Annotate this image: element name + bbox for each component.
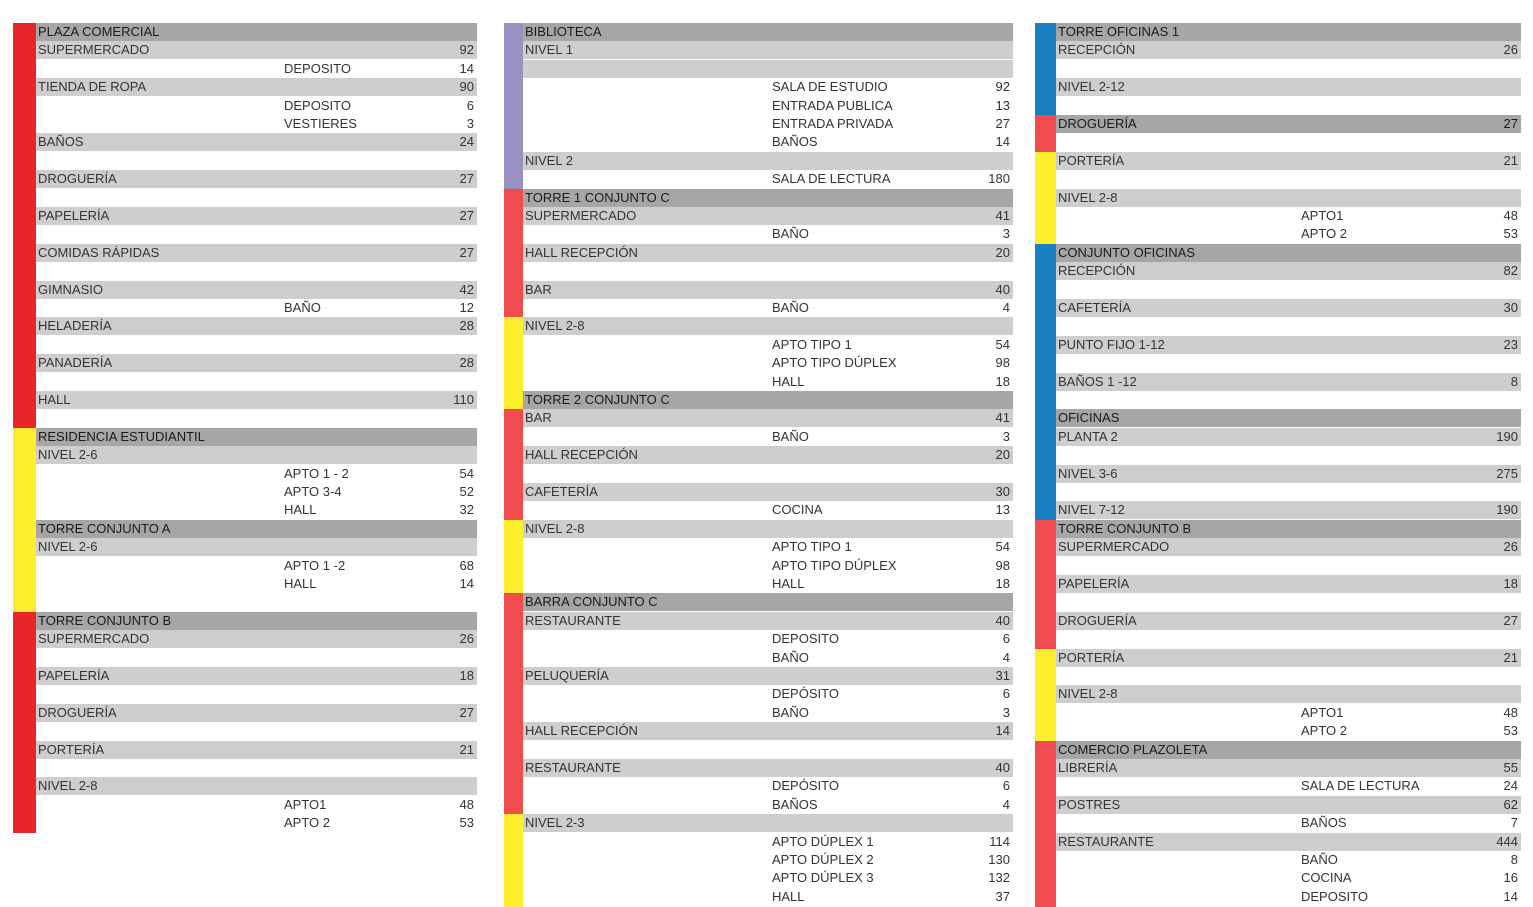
program-row [1056, 299, 1521, 317]
area-value: 40 [995, 281, 1010, 297]
sub-space-name: APTO DÚPLEX 2 [772, 852, 874, 867]
area-value: 18 [459, 668, 474, 683]
area-value: 40 [995, 760, 1010, 775]
space-name: NIVEL 2-8 [1058, 686, 1118, 702]
space-name: SUPERMERCADO [38, 631, 150, 647]
space-name: NIVEL 3-6 [1058, 465, 1118, 481]
space-name: RESTAURANTE [1058, 833, 1154, 849]
area-value: 190 [1496, 502, 1518, 518]
sub-space-name: APTO TIPO 1 [772, 539, 852, 555]
space-name: TIENDA DE ROPA [38, 79, 147, 95]
program-row [1056, 501, 1521, 519]
sub-space-name: SALA DE LECTURA [772, 171, 891, 187]
space-name: BAÑOS 1 -12 [1058, 373, 1137, 389]
area-value: 4 [1002, 796, 1010, 812]
space-name: PORTERÍA [1058, 152, 1125, 168]
area-value: 90 [459, 79, 474, 95]
program-row [1056, 207, 1521, 225]
program-row [1056, 446, 1521, 464]
area-value: 28 [459, 318, 474, 334]
area-value: 21 [459, 741, 474, 757]
sub-space-name: HALL [772, 888, 805, 904]
program-row [1056, 833, 1521, 851]
area-value: 21 [1503, 649, 1518, 665]
section-title: RESIDENCIA ESTUDIANTIL [38, 428, 205, 444]
program-row [1056, 189, 1521, 207]
section-title: TORRE OFICINAS 1 [1058, 24, 1180, 39]
area-value: 13 [995, 97, 1010, 113]
program-row [1056, 667, 1521, 685]
area-value: 180 [988, 171, 1010, 187]
program-row [1056, 575, 1521, 593]
program-row [1056, 391, 1521, 409]
area-value: 98 [995, 355, 1010, 371]
area-value: 8 [1510, 852, 1518, 867]
area-value: 21 [1503, 152, 1518, 168]
area-value: 28 [459, 355, 474, 371]
program-row [1056, 888, 1521, 906]
area-value: 41 [995, 208, 1010, 223]
sub-space-name: APTO 2 [284, 815, 331, 831]
space-name: PAPELERÍA [38, 208, 110, 223]
program-row [1056, 557, 1521, 575]
program-row [1056, 41, 1521, 59]
section-title: TORRE 2 CONJUNTO C [525, 392, 670, 407]
program-row [1056, 336, 1521, 354]
space-name: PUNTO FIJO 1-12 [1058, 336, 1165, 352]
program-row [1056, 649, 1521, 667]
area-value: 92 [995, 79, 1010, 95]
use-color-band [1035, 649, 1056, 742]
section-title: TORRE 1 CONJUNTO C [525, 189, 670, 205]
space-name: NIVEL 2-8 [525, 520, 585, 536]
area-value: 54 [995, 336, 1010, 352]
area-value: 14 [459, 60, 474, 76]
use-color-band [1035, 115, 1056, 152]
sub-space-name: APTO DÚPLEX 1 [772, 833, 874, 849]
space-name: GIMNASIO [38, 281, 104, 297]
area-value: 53 [1503, 723, 1518, 739]
space-name: PORTERÍA [1058, 649, 1125, 665]
program-row [1056, 685, 1521, 703]
sub-space-name: BAÑO [772, 300, 809, 315]
program-row [1056, 869, 1521, 887]
area-value: 6 [1002, 778, 1010, 794]
space-name: DROGUERÍA [38, 704, 117, 720]
section-header-row [1056, 23, 1521, 41]
space-name: HALL [38, 392, 71, 407]
program-row [1056, 851, 1521, 869]
section-header-row [1056, 409, 1521, 427]
space-name: HALL RECEPCIÓN [525, 447, 638, 463]
area-value: 24 [459, 134, 474, 150]
program-row [1056, 612, 1521, 630]
space-name: CAFETERÍA [1058, 300, 1131, 315]
space-name: RESTAURANTE [525, 612, 621, 628]
area-value: 14 [459, 576, 474, 591]
area-value: 92 [459, 42, 474, 58]
program-row [1056, 262, 1521, 280]
program-row [1056, 704, 1521, 722]
space-name: POSTRES [1058, 796, 1121, 812]
sub-space-name: APTO 3-4 [284, 484, 342, 499]
area-value: 4 [1002, 300, 1010, 315]
sub-space-name: APTO 2 [1301, 723, 1348, 739]
sub-space-name: COCINA [772, 502, 823, 518]
program-row [1056, 593, 1521, 611]
area-value: 16 [1503, 870, 1518, 886]
program-row [1056, 97, 1521, 115]
program-row [1056, 722, 1521, 740]
section-header-row [1056, 244, 1521, 262]
program-row [1056, 281, 1521, 299]
sub-space-name: APTO1 [1301, 208, 1344, 223]
area-value: 48 [1503, 208, 1518, 223]
sub-space-name: SALA DE LECTURA [1301, 778, 1420, 794]
space-name: NIVEL 2-6 [38, 447, 98, 463]
program-row [1056, 152, 1521, 170]
sub-space-name: BAÑO [772, 649, 809, 665]
space-name: HELADERÍA [38, 318, 112, 334]
use-color-band [1035, 23, 1056, 116]
space-name: BAR [525, 410, 552, 426]
section-header-row [1056, 741, 1521, 759]
area-value: 275 [1496, 465, 1518, 481]
sub-space-name: BAÑO [1301, 852, 1338, 867]
area-value: 27 [459, 208, 474, 223]
section-title: TORRE CONJUNTO B [38, 612, 172, 628]
space-name: PAPELERÍA [38, 668, 110, 683]
sub-space-name: HALL [772, 576, 805, 591]
area-value: 53 [1503, 226, 1518, 242]
area-value: 6 [466, 97, 474, 113]
section-title: CONJUNTO OFICINAS [1058, 244, 1195, 260]
area-value: 132 [988, 870, 1010, 886]
program-row [1056, 373, 1521, 391]
section-title: OFICINAS [1058, 410, 1120, 426]
sub-space-name: BAÑOS [772, 796, 818, 812]
space-name: NIVEL 1 [525, 42, 573, 58]
area-value: 54 [459, 465, 474, 481]
space-name: BAR [525, 281, 552, 297]
area-value: 4 [1002, 649, 1010, 665]
sub-space-name: BAÑOS [1301, 815, 1347, 831]
space-name: RECEPCIÓN [1058, 42, 1136, 58]
sub-space-name: BAÑOS [772, 134, 818, 150]
sub-space-name: SALA DE ESTUDIO [772, 79, 888, 95]
area-value: 53 [459, 815, 474, 831]
area-value: 26 [1503, 42, 1518, 58]
space-name: SUPERMERCADO [525, 208, 637, 223]
program-row [1056, 78, 1521, 96]
sub-space-name: ENTRADA PUBLICA [772, 97, 893, 113]
area-value: 31 [995, 668, 1010, 683]
program-row [1056, 796, 1521, 814]
section-header-row [1056, 520, 1521, 538]
area-value: 444 [1496, 833, 1518, 849]
program-row [1056, 317, 1521, 335]
space-name: NIVEL 7-12 [1058, 502, 1125, 518]
program-row [1056, 60, 1521, 78]
use-color-band [1035, 244, 1056, 521]
space-name: NIVEL 2-6 [38, 539, 98, 555]
sub-space-name: VESTIERES [284, 116, 357, 131]
sub-space-name: APTO 2 [1301, 226, 1348, 242]
sub-space-name: APTO 1 - 2 [284, 465, 349, 481]
area-value: 55 [1503, 760, 1518, 775]
sub-space-name: COCINA [1301, 870, 1352, 886]
area-value: 26 [459, 631, 474, 647]
area-value: 40 [995, 612, 1010, 628]
area-value: 52 [459, 484, 474, 499]
area-value: 18 [995, 373, 1010, 389]
sub-space-name: APTO DÚPLEX 3 [772, 870, 874, 886]
space-name: CAFETERÍA [525, 484, 598, 499]
area-value: 24 [1503, 778, 1518, 794]
area-value: 14 [995, 723, 1010, 739]
space-name: PLANTA 2 [1058, 428, 1118, 444]
program-row [1056, 777, 1521, 795]
space-name: RESTAURANTE [525, 760, 621, 775]
area-value: 27 [459, 244, 474, 260]
area-value: 37 [995, 888, 1010, 904]
area-value: 68 [459, 557, 474, 573]
space-name: PAPELERÍA [1058, 576, 1130, 591]
area-value: 32 [459, 502, 474, 518]
section-title: COMERCIO PLAZOLETA [1058, 741, 1208, 757]
area-value: 82 [1503, 263, 1518, 279]
section-title: TORRE CONJUNTO B [1058, 520, 1192, 536]
area-value: 13 [995, 502, 1010, 518]
program-row [1056, 225, 1521, 243]
area-value: 114 [989, 833, 1010, 849]
space-name: DROGUERÍA [38, 171, 117, 187]
space-name: HALL RECEPCIÓN [525, 723, 638, 739]
program-row [1056, 170, 1521, 188]
program-row [1056, 133, 1521, 151]
area-value: 27 [459, 171, 474, 187]
area-value: 30 [1503, 300, 1518, 315]
area-value: 8 [1510, 373, 1518, 389]
sub-space-name: ENTRADA PRIVADA [772, 116, 894, 131]
area-value: 27 [1503, 116, 1518, 131]
area-value: 20 [995, 244, 1010, 260]
area-value: 26 [1503, 539, 1518, 555]
program-row [1056, 483, 1521, 501]
space-name: SUPERMERCADO [1058, 539, 1170, 555]
program-row [1056, 630, 1521, 648]
area-value: 3 [1002, 704, 1010, 720]
space-name: PELUQUERÍA [525, 668, 609, 683]
area-value: 98 [995, 557, 1010, 573]
sub-space-name: DEPÓSITO [772, 686, 839, 702]
space-name: DROGUERÍA [1058, 612, 1137, 628]
space-name: COMIDAS RÁPIDAS [38, 244, 160, 260]
area-value: 54 [995, 539, 1010, 555]
space-name: BAÑOS [38, 134, 84, 150]
space-name: NIVEL 2-3 [525, 815, 585, 831]
sub-space-name: DEPOSITO [1301, 888, 1368, 904]
sub-space-name: BAÑO [772, 704, 809, 720]
space-name: PORTERÍA [38, 741, 105, 757]
area-value: 110 [453, 392, 474, 407]
space-name: NIVEL 2-12 [1058, 79, 1125, 95]
program-row [1056, 538, 1521, 556]
program-row [1056, 465, 1521, 483]
sub-space-name: APTO TIPO 1 [772, 336, 852, 352]
sub-space-name: BAÑO [772, 428, 809, 444]
area-value: 18 [995, 576, 1010, 591]
sub-space-name: DEPOSITO [284, 97, 351, 113]
section-title: TORRE CONJUNTO A [38, 520, 171, 536]
space-name: SUPERMERCADO [38, 42, 150, 58]
use-color-band [1035, 520, 1056, 649]
section-title: DROGUERÍA [1058, 116, 1137, 131]
space-name: HALL RECEPCIÓN [525, 244, 638, 260]
space-name: NIVEL 2-8 [1058, 189, 1118, 205]
program-row [1056, 428, 1521, 446]
sub-space-name: APTO TIPO DÚPLEX [772, 355, 897, 371]
sub-space-name: APTO 1 -2 [284, 557, 346, 573]
sub-space-name: DEPÓSITO [772, 778, 839, 794]
sub-space-name: DEPOSITO [772, 631, 839, 647]
use-color-band [1035, 152, 1056, 245]
area-value: 6 [1002, 686, 1010, 702]
sub-space-name: APTO1 [284, 796, 327, 812]
space-name: NIVEL 2 [525, 152, 573, 168]
area-value: 27 [995, 116, 1010, 131]
area-value: 14 [1503, 888, 1518, 904]
section-title: PLAZA COMERCIAL [38, 24, 160, 39]
space-name: NIVEL 2-8 [38, 778, 98, 794]
sub-space-name: APTO1 [1301, 704, 1344, 720]
use-color-band [1035, 741, 1056, 907]
area-value: 62 [1503, 796, 1518, 812]
program-row [1056, 814, 1521, 832]
area-value: 130 [988, 852, 1010, 867]
area-value: 30 [995, 484, 1010, 499]
area-value: 3 [1002, 428, 1010, 444]
space-name: PANADERÍA [38, 355, 113, 371]
area-value: 190 [1496, 428, 1518, 444]
sub-space-name: APTO TIPO DÚPLEX [772, 557, 897, 573]
sub-space-name: DEPOSITO [284, 60, 351, 76]
program-row [1056, 354, 1521, 372]
area-value: 7 [1510, 815, 1518, 831]
space-name: NIVEL 2-8 [525, 318, 585, 334]
area-value: 27 [459, 704, 474, 720]
area-value: 41 [995, 410, 1010, 426]
area-value: 20 [995, 447, 1010, 463]
area-value: 48 [459, 796, 474, 812]
section-header-row [1056, 115, 1521, 133]
sub-space-name: HALL [284, 576, 317, 591]
section-title: BARRA CONJUNTO C [525, 594, 658, 610]
sub-space-name: BAÑO [772, 226, 809, 242]
area-value: 27 [1503, 612, 1518, 628]
area-value: 42 [459, 281, 474, 297]
area-value: 3 [1002, 226, 1010, 242]
space-name: RECEPCIÓN [1058, 263, 1136, 279]
area-value: 3 [466, 116, 474, 131]
area-value: 48 [1503, 704, 1518, 720]
section-title: BIBLIOTECA [525, 24, 602, 39]
sub-space-name: HALL [284, 502, 317, 518]
area-value: 6 [1002, 631, 1010, 647]
program-row [1056, 759, 1521, 777]
space-name: LIBRERÍA [1058, 760, 1118, 775]
area-value: 23 [1503, 336, 1518, 352]
sub-space-name: BAÑO [284, 300, 321, 315]
area-value: 14 [995, 134, 1010, 150]
area-value: 18 [1503, 576, 1518, 591]
area-value: 12 [459, 300, 474, 315]
sub-space-name: HALL [772, 373, 805, 389]
